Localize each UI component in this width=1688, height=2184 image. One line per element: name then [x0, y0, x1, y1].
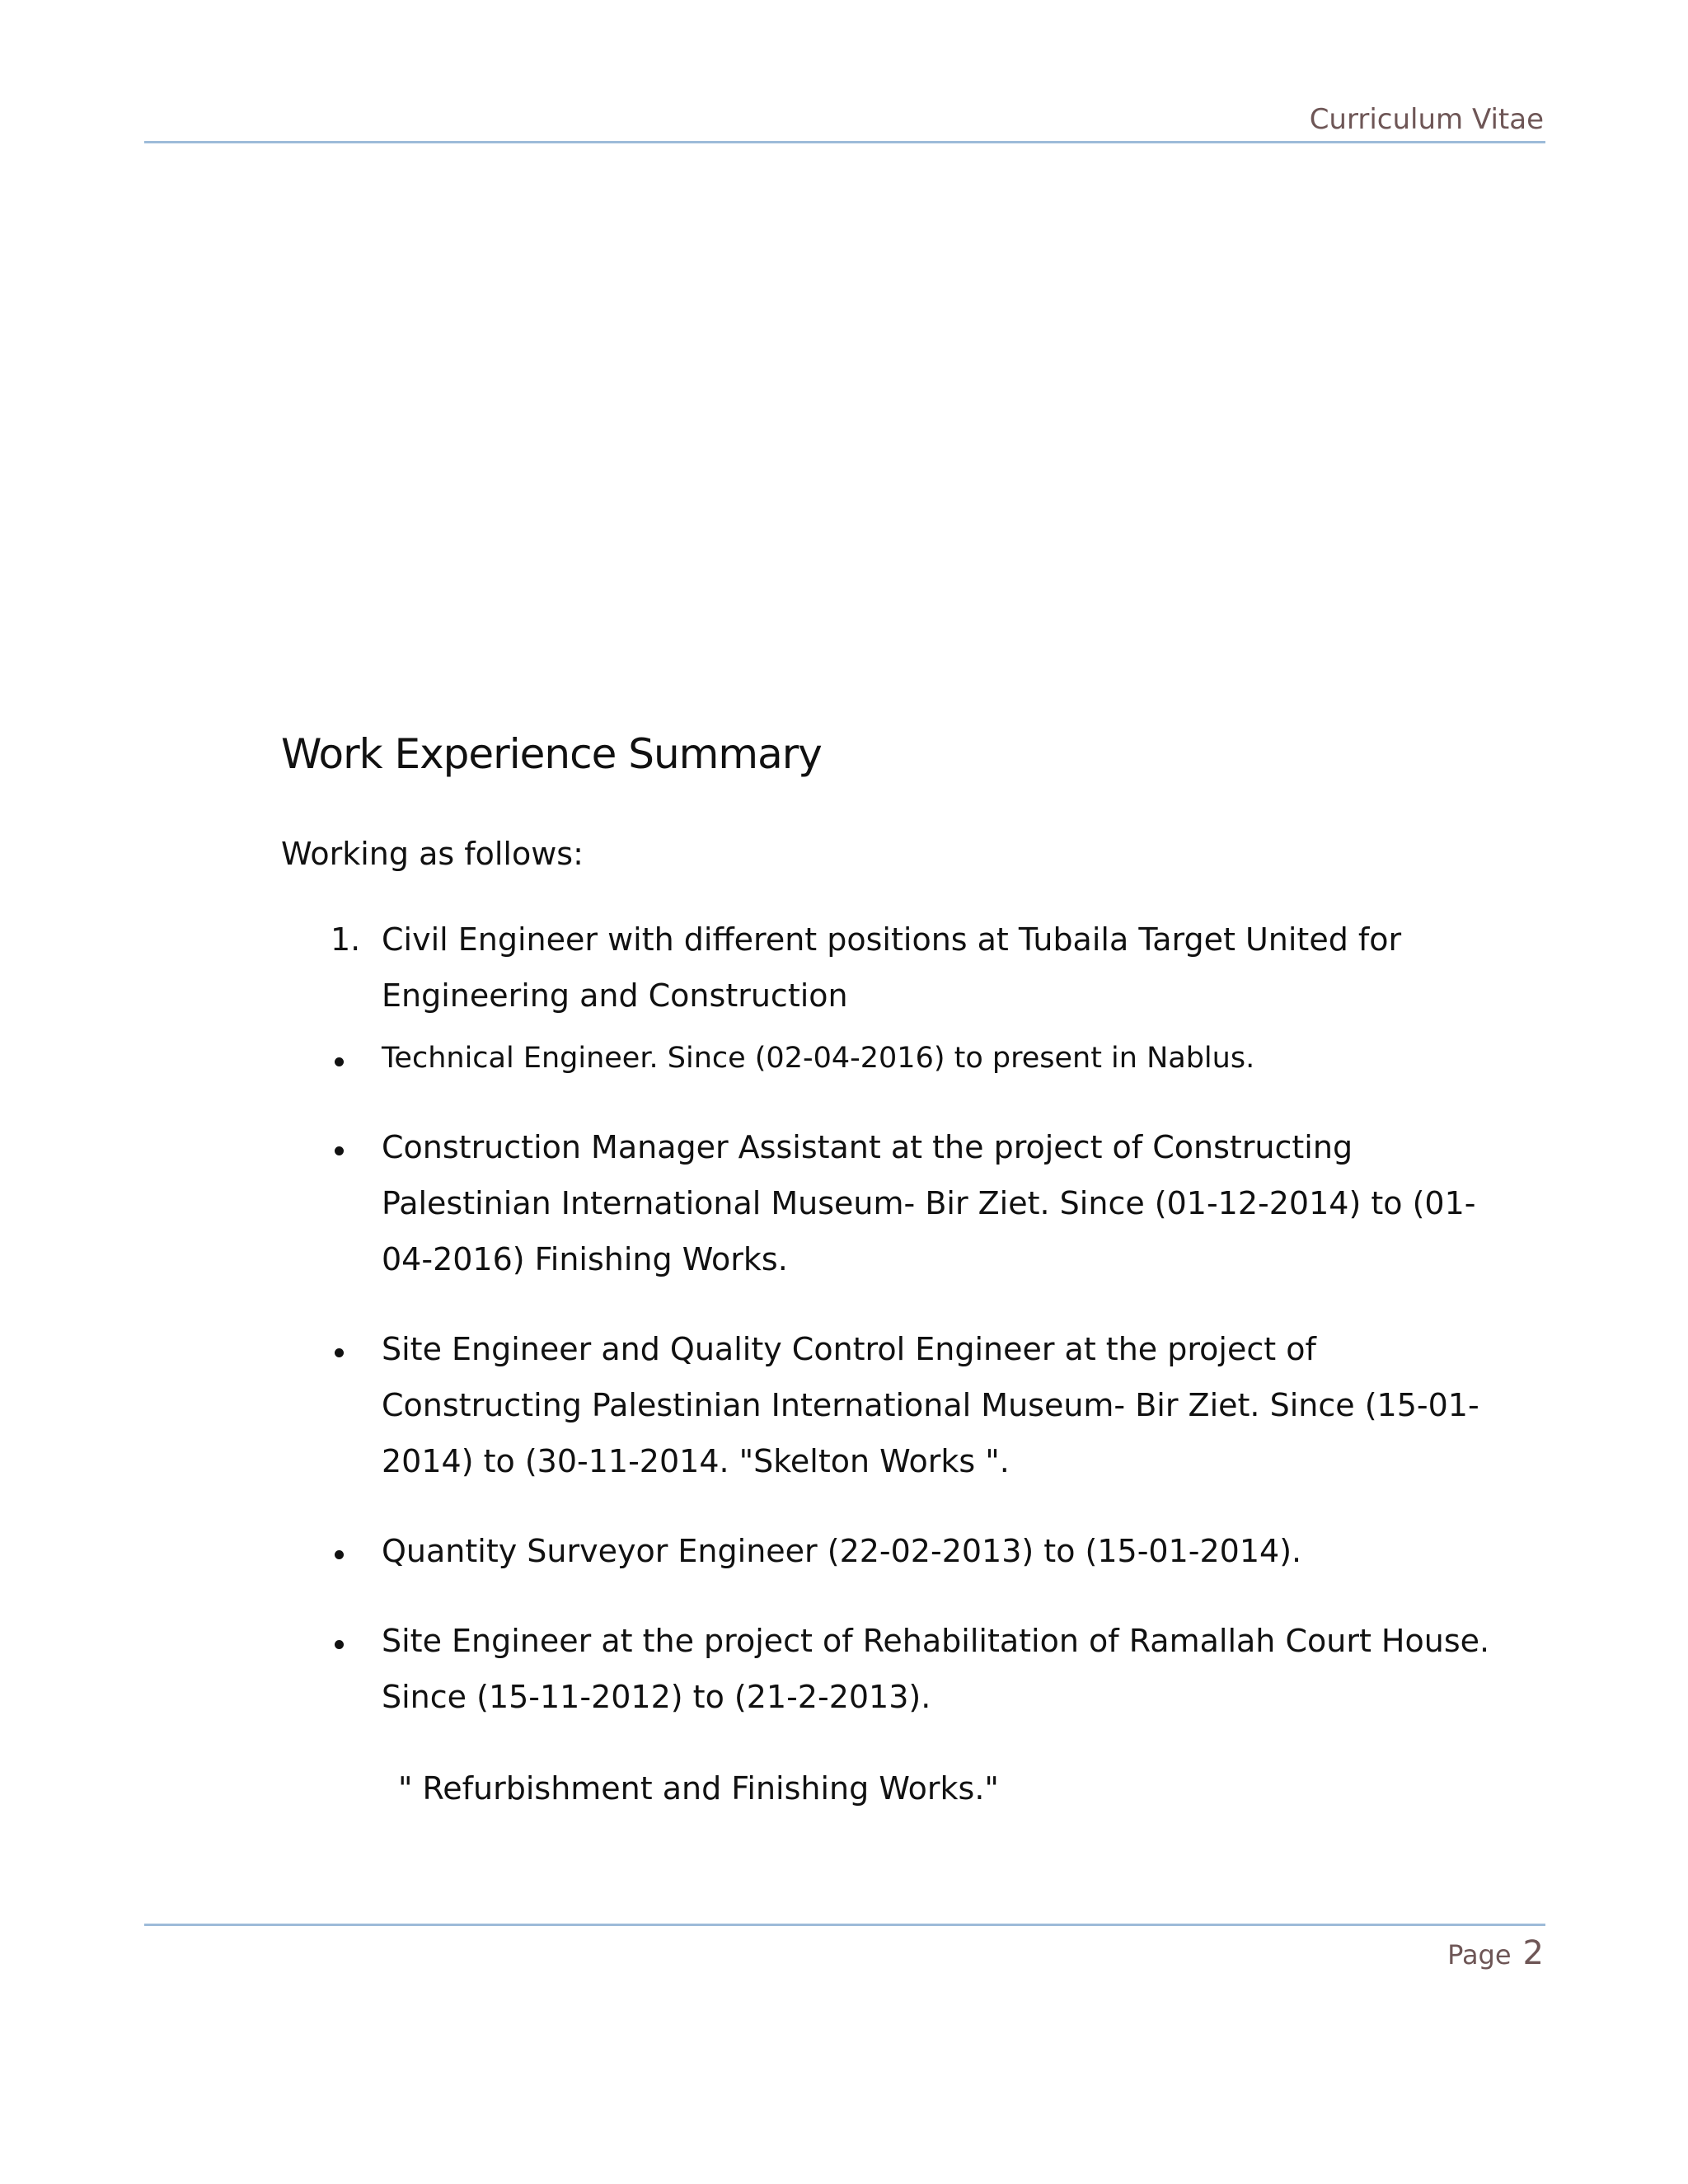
- item-line: Quantity Surveyor Engineer (22-02-2013) to (15-01-2014).: [382, 1533, 1302, 1569]
- item-line: Civil Engineer with different positions at Tubaila Target United for: [382, 921, 1402, 958]
- page-number-value: 2: [1522, 1934, 1544, 1972]
- list-item: [382, 1613, 1536, 1725]
- page-number: [1447, 1934, 1544, 1972]
- item-line: Site Engineer and Quality Control Engineer at the project of: [382, 1331, 1316, 1367]
- trailing-note: " Refurbishment and Finishing Works.": [398, 1770, 999, 1807]
- list-item: [382, 1030, 1536, 1086]
- footer-rule: [144, 1924, 1545, 1926]
- list-item: [382, 1321, 1536, 1489]
- bullet-icon: [335, 1057, 344, 1066]
- item-line: Since (15-11-2012) to (21-2-2013).: [382, 1679, 931, 1715]
- item-line: Technical Engineer. Since (02-04-2016) to present in Nablus.: [382, 1042, 1255, 1075]
- bullet-icon: [335, 1550, 344, 1559]
- item-line: Construction Manager Assistant at the project of Constructing: [382, 1129, 1353, 1165]
- section-heading: Work Experience Summary: [281, 730, 822, 778]
- list-item: [382, 1523, 1536, 1579]
- bullet-icon: [335, 1146, 344, 1155]
- intro-text: Working as follows:: [281, 836, 584, 872]
- item-line: Constructing Palestinian International Museum- Bir Ziet. Since (15-01-: [382, 1387, 1479, 1423]
- list-number: 1.: [331, 921, 361, 958]
- bullet-icon: [335, 1348, 344, 1357]
- item-line: Engineering and Construction: [382, 977, 848, 1014]
- header-rule: [144, 141, 1545, 143]
- list-item: [382, 1119, 1536, 1287]
- header-title: Curriculum Vitae: [1309, 103, 1544, 136]
- item-line: Palestinian International Museum- Bir Ziet. Since (01-12-2014) to (01-: [382, 1185, 1476, 1221]
- item-line: Site Engineer at the project of Rehabilitation of Ramallah Court House.: [382, 1623, 1490, 1659]
- item-line: 2014) to (30-11-2014. "Skelton Works ".: [382, 1443, 1010, 1479]
- numbered-item: [382, 912, 1536, 1024]
- item-line: 04-2016) Finishing Works.: [382, 1241, 788, 1277]
- bullet-icon: [335, 1640, 344, 1649]
- page-label: Page: [1447, 1939, 1512, 1971]
